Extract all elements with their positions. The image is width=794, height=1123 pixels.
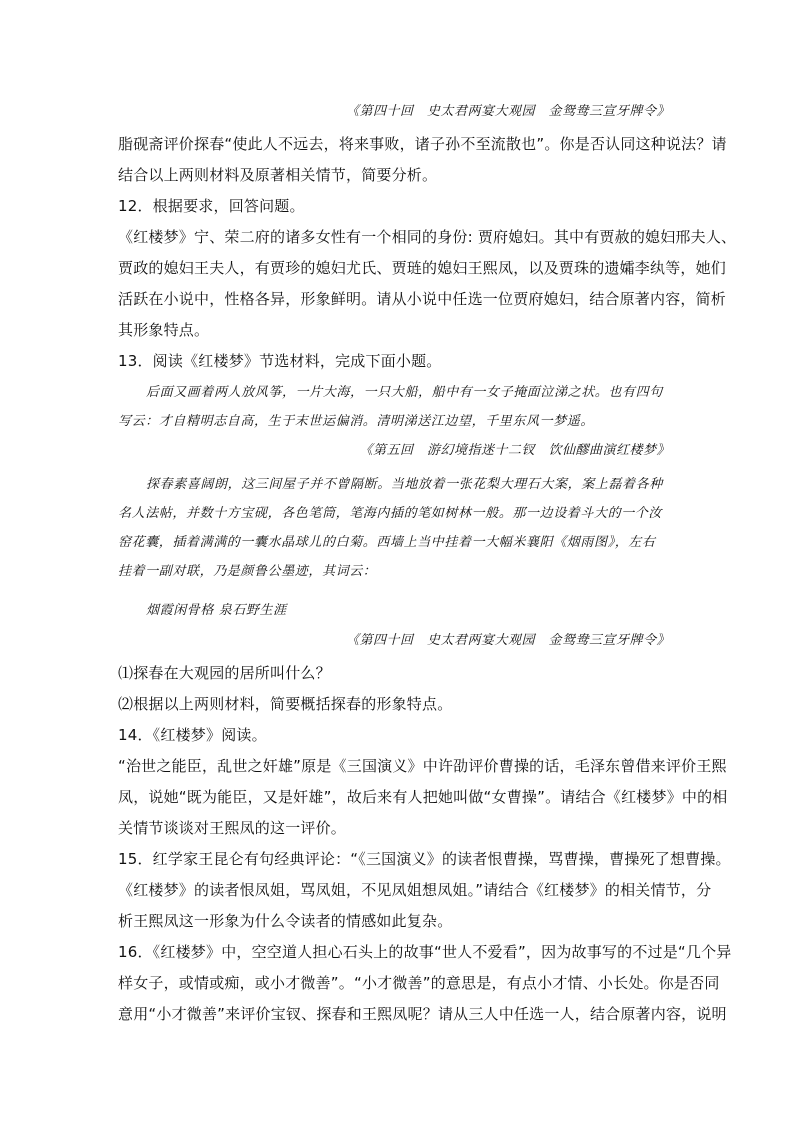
- q16-text-line: 意用“小才微善”来评价宝钗、探春和王熙凤呢？请从三人中任选一人，结合原著内容，说明: [118, 1005, 727, 1023]
- q12-text-line: 活跃在小说中，性格各异，形象鲜明。请从小说中任选一位贾府媳妇，结合原著内容，简析: [118, 290, 727, 308]
- q13-subquestion-2: ⑵根据以上两则材料，简要概括探春的形象特点。: [118, 695, 453, 713]
- excerpt-ch40-line: 名人法帖，并数十方宝砚，各色笔筒，笔海内插的笔如树林一般。那一边设着斗大的一个汝: [118, 506, 663, 521]
- couplet-line: 烟霞闲骨格 泉石野生涯: [146, 603, 287, 618]
- q13-heading: 13．阅读《红楼梦》节选材料，完成下面小题。: [118, 352, 442, 370]
- q11-text-line: 结合以上两则材料及原著相关情节，简要分析。: [118, 166, 438, 184]
- excerpt-ch5-line: 写云：才自精明志自高，生于末世运偏消。清明涕送江边望，千里东风一梦遥。: [118, 414, 595, 429]
- q11-text-line: 脂砚斋评价探春“使此人不远去，将来事败，诸子孙不至流散也”。你是否认同这种说法？请: [118, 135, 727, 153]
- q13-subquestion-1: ⑴探春在大观园的居所叫什么？: [118, 664, 331, 682]
- source-citation-ch5: 《第五回 游幻境指迷十二钗 饮仙醪曲演红楼梦》: [359, 443, 670, 458]
- q12-text-line: 其形象特点。: [118, 321, 210, 339]
- excerpt-ch40-line: 挂着一副对联，乃是颜鲁公墨迹，其词云：: [118, 564, 377, 579]
- q14-heading: 14．《红楼梦》阅读。: [118, 726, 267, 744]
- excerpt-ch5-line: 后面又画着两人放风筝，一片大海，一只大船，船中有一女子掩面泣涕之状。也有四句: [146, 385, 663, 400]
- q14-text-line: “治世之能臣，乱世之奸雄”原是《三国演义》中许劭评价曹操的话，毛泽东曾借来评价王熙: [118, 757, 727, 775]
- q12-text-line: 《红楼梦》宁、荣二府的诸多女性有一个相同的身份: 贾府媳妇。其中有贾赦的媳妇邢夫人、: [118, 228, 737, 246]
- q16-text-line: 16．《红楼梦》中，空空道人担心石头上的故事“世人不爱看”，因为故事写的不过是“几个异: [118, 943, 732, 961]
- q12-text-line: 贾政的媳妇王夫人，有贾珍的媳妇尤氏、贾琏的媳妇王熙凤，以及贾珠的遗孀李纨等，她们: [118, 259, 727, 277]
- source-citation-ch40-bottom: 《第四十回 史太君两宴大观园 金鸳鸯三宣牙牌令》: [345, 633, 670, 648]
- q14-text-line: 关情节谈谈对王熙凤的这一评价。: [118, 819, 347, 837]
- q12-heading: 12．根据要求，回答问题。: [118, 197, 305, 215]
- q15-text-line: 《红楼梦》的读者恨凤姐，骂凤姐，不见凤姐想凤姐。”请结合《红楼梦》的相关情节，分: [118, 881, 712, 899]
- q15-text-line: 15．红学家王昆仑有句经典评论：“《三国演义》的读者恨曹操，骂曹操，曹操死了想曹操。: [118, 850, 731, 868]
- source-citation-ch40-top: 《第四十回 史太君两宴大观园 金鸳鸯三宣牙牌令》: [345, 104, 670, 119]
- q15-text-line: 析王熙凤这一形象为什么令读者的情感如此复杂。: [118, 912, 453, 930]
- q14-text-line: 凤，说她“既为能臣，又是奸雄”，故后来有人把她叫做“女曹操”。请结合《红楼梦》中的相: [118, 788, 728, 806]
- q16-text-line: 样女子，或情或痴，或小才微善”。“小才微善”的意思是，有点小才情、小长处。你是否同: [118, 974, 720, 992]
- excerpt-ch40-line: 探春素喜阔朗，这三间屋子并不曾隔断。当地放着一张花梨大理石大案，案上磊着各种: [146, 477, 663, 492]
- excerpt-ch40-line: 窑花囊，插着满满的一囊水晶球儿的白菊。西墙上当中挂着一大幅米襄阳《烟雨图》，左右: [118, 535, 656, 550]
